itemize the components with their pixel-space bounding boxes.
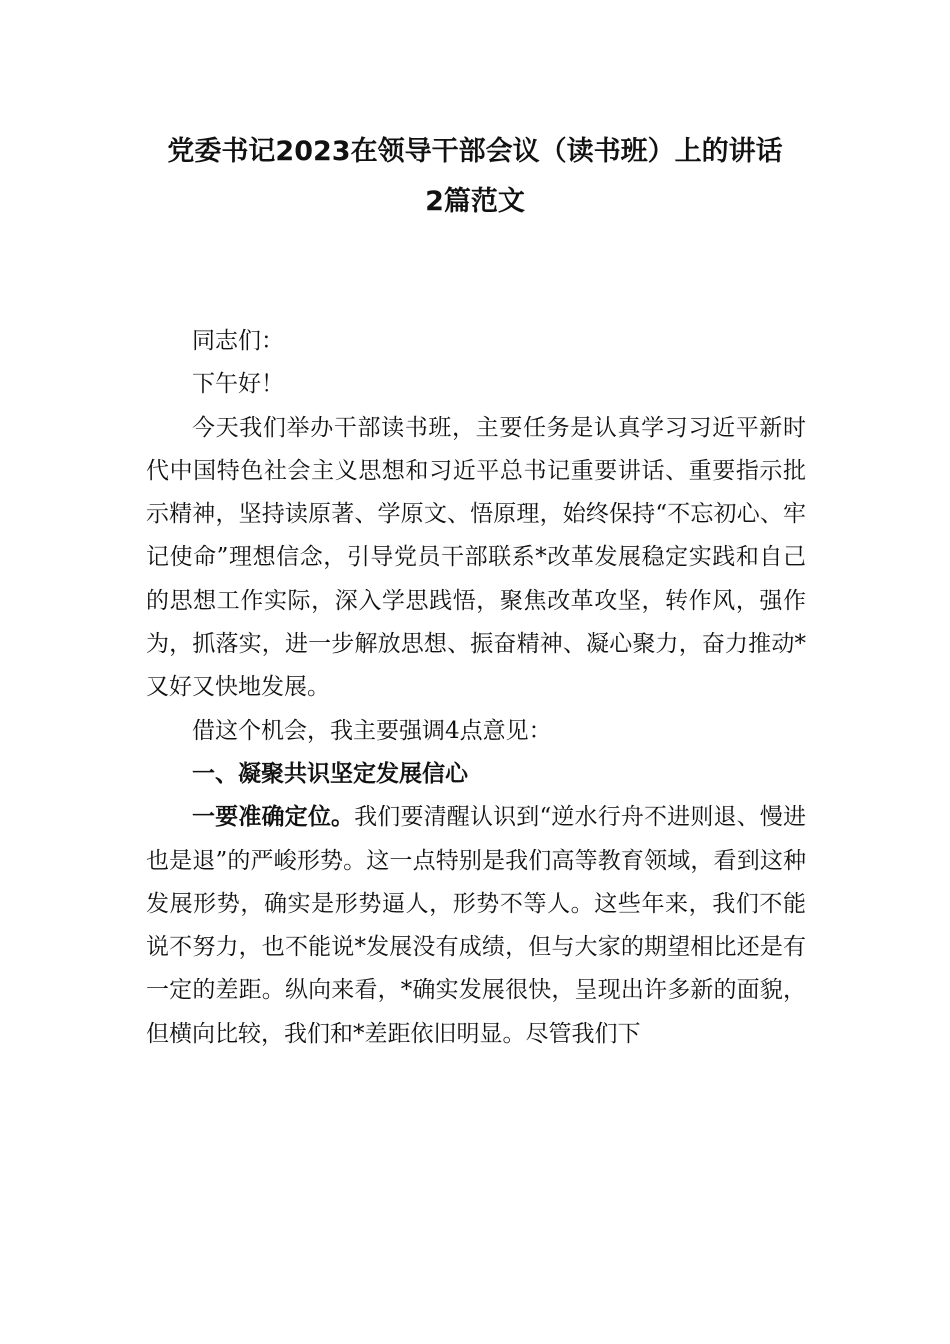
paragraph-intro: 今天我们举办干部读书班，主要任务是认真学习习近平新时代中国特色社会主义思想和习近平总书记重要讲话、重要指示批示精神，坚持读原著、学原文、悟原理，始终保持“不忘初心、牢记使命”理想信念，引导党员干部联系*改革发展稳定实践和自己的思想工作实际，深入学思践悟，聚焦改革攻坚，转作风，强作为，抓落实，进一步解放思想、振奋精神、凝心聚力，奋力推动*又好又快地发展。 <box>146 414 806 701</box>
salutation: 同志们： <box>192 328 284 354</box>
document-body <box>146 320 806 1056</box>
document-title: 党委书记2023在领导干部会议（读书班）上的讲话 <box>167 136 783 167</box>
greeting: 下午好！ <box>192 371 284 398</box>
paragraph-section1-body: 我们要清醒认识到“逆水行舟不进则退、慢进也是退”的严峻形势。这一点特别是我们高等教育领域，看到这种发展形势，确实是形势逼人，形势不等人。这些年来，我们不能说不努力，也不能说*发展没有成绩，但与大家的期望相比还是有一定的差距。纵向来看，*确实发展很快，呈现出许多新的面貌，但横向比较，我们和*差距依旧明显。尽管我们下 <box>146 804 806 1047</box>
paragraph-points: 借这个机会，我主要强调4点意见： <box>192 717 552 744</box>
paragraph-lead: 一要准确定位。 <box>192 804 355 831</box>
paragraph-section1 <box>146 796 806 1056</box>
document-subtitle: 2篇范文 <box>425 186 525 217</box>
section-heading: 一、凝聚共识坚定发展信心 <box>192 760 468 787</box>
